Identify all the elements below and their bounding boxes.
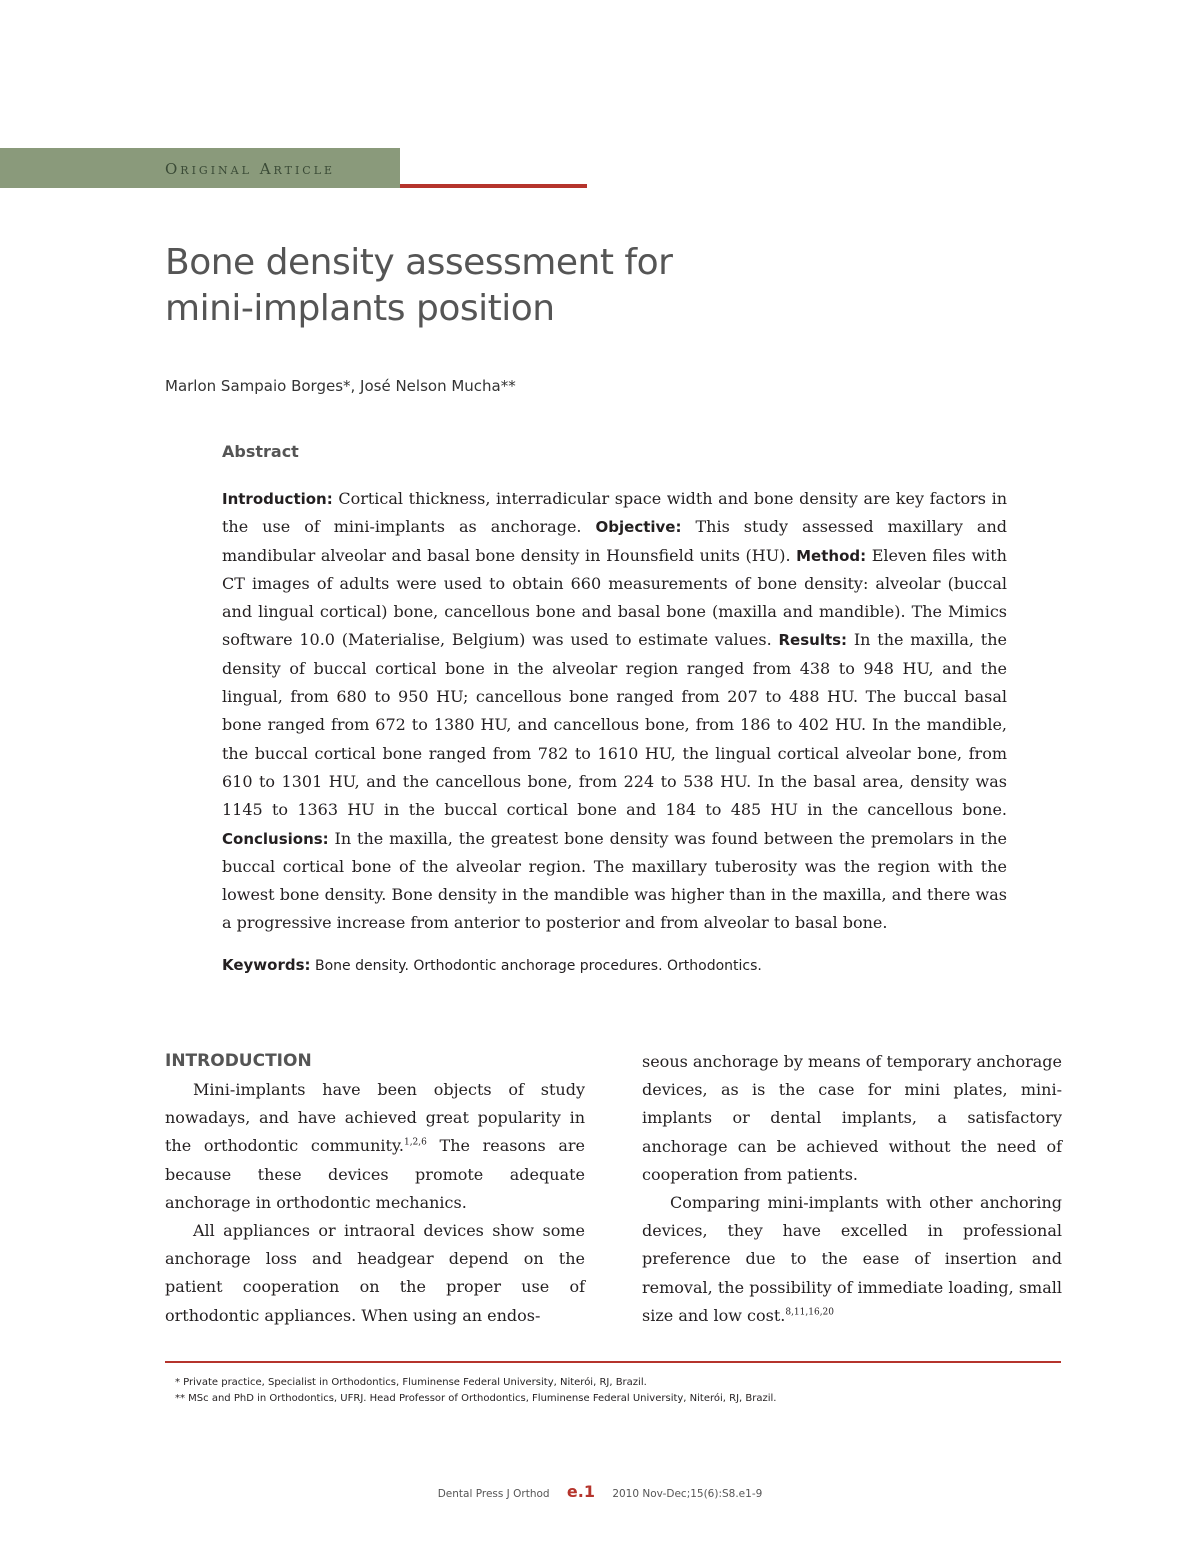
footnote-2: ** MSc and PhD in Orthodontics, UFRJ. Head Professor of Orthodontics, Fluminense Federal University, Niterói, RJ, Brazil.	[175, 1393, 777, 1404]
column-right	[642, 1048, 1062, 1330]
paragraph-4	[642, 1189, 1062, 1330]
reference-1: 1,2,6	[403, 1138, 427, 1149]
authors: Marlon Sampaio Borges*, José Nelson Mucha**	[165, 377, 516, 395]
paragraph-1	[165, 1076, 585, 1217]
title-line-2: mini-implants position	[165, 288, 555, 329]
paragraph-1-text: Mini-implants have been objects of study nowadays, and have achieved great popularity in the orthodontic community.	[165, 1080, 585, 1156]
abstract	[222, 442, 1007, 974]
title-line-1: Bone density assessment for	[165, 242, 673, 283]
conclusions-text: In the maxilla, the greatest bone density was found between the premolars in the buccal cortical bone of the alveolar region. The maxillary tuberosity was the region with the lowest bone density. Bone density in the mandible was higher than in the maxilla, and there was a progressive increase from anterior to posterior and from alveolar to basal bone.	[222, 828, 1007, 933]
paragraph-1-tail: The reasons are because these devices promote adequate anchorage in orthodontic mechanics.	[165, 1136, 585, 1212]
footnotes	[175, 1375, 776, 1407]
intro-text: Cortical thickness, interradicular space width and bone density are key factors in the use of mini-implants as anchorage.	[222, 489, 1007, 537]
paragraph-3: seous anchorage by means of temporary anchorage devices, as is the case for mini plates, mini-implants or dental implants, a satisfactory anchorage can be achieved without the need of cooperation from patients.	[642, 1052, 1062, 1184]
method-text: Eleven files with CT images of adults were used to obtain 660 measurements of bone density: alveolar (buccal and lingual cortical) bone, cancellous bone and basal bone (maxilla and mandible). The Mimics software 10.0 (Materialise, Belgium) was used to estimate values.	[222, 545, 1007, 650]
keywords-text: Bone density. Orthodontic anchorage procedures. Orthodontics.	[310, 957, 762, 974]
method-label: Method:	[796, 546, 867, 565]
conclusions-label: Conclusions:	[222, 829, 329, 848]
intro-label: Introduction:	[222, 490, 333, 508]
section-heading: INTRODUCTION	[165, 1051, 312, 1071]
page-footer	[0, 1482, 1200, 1501]
results-text: In the maxilla, the density of buccal cortical bone in the alveolar region ranged from 438 to 948 HU, and the lingual, from 680 to 950 HU; cancellous bone ranged from 207 to 488 HU. The buccal basal bone ranged from 672 to 1380 HU, and cancellous bone, from 186 to 402 HU. In the mandible, the buccal cortical bone ranged from 782 to 1610 HU, the lingual cortical alveolar bone, from 610 to 1301 HU, and the cancellous bone, from 224 to 538 HU. In the basal area, density was 1145 to 1363 HU in the buccal cortical bone and 184 to 485 HU in the cancellous bone.	[222, 630, 1007, 820]
citation: 2010 Nov-Dec;15(6):S8.e1-9	[612, 1488, 763, 1500]
paragraph-4-text: Comparing mini-implants with other anchoring devices, they have excelled in professional preference due to the ease of insertion and removal, the possibility of immediate loading, small size and low cost.	[642, 1193, 1062, 1325]
abstract-body	[222, 485, 1007, 938]
page-number: e.1	[566, 1482, 595, 1501]
objective-text: This study assessed maxillary and mandibular alveolar and basal bone density in Hounsfield units (HU).	[222, 517, 1008, 565]
keywords-label: Keywords:	[222, 955, 311, 974]
section-label: Original Article	[165, 160, 336, 178]
keywords	[222, 956, 1007, 974]
article-title	[165, 240, 865, 332]
results-label: Results:	[778, 631, 848, 650]
column-left	[165, 1048, 585, 1330]
footnote-1: * Private practice, Specialist in Orthodontics, Fluminense Federal University, Niterói, RJ, Brazil.	[175, 1377, 647, 1388]
footnote-rule	[165, 1361, 1061, 1363]
objective-label: Objective:	[595, 518, 682, 537]
journal-name: Dental Press J Orthod	[437, 1488, 550, 1500]
section-rule	[400, 184, 587, 188]
paragraph-2: All appliances or intraoral devices show some anchorage loss and headgear depend on the patient cooperation on the proper use of orthodontic appliances. When using an endos-	[165, 1221, 585, 1325]
abstract-heading: Abstract	[222, 442, 299, 461]
reference-2: 8,11,16,20	[785, 1307, 835, 1318]
